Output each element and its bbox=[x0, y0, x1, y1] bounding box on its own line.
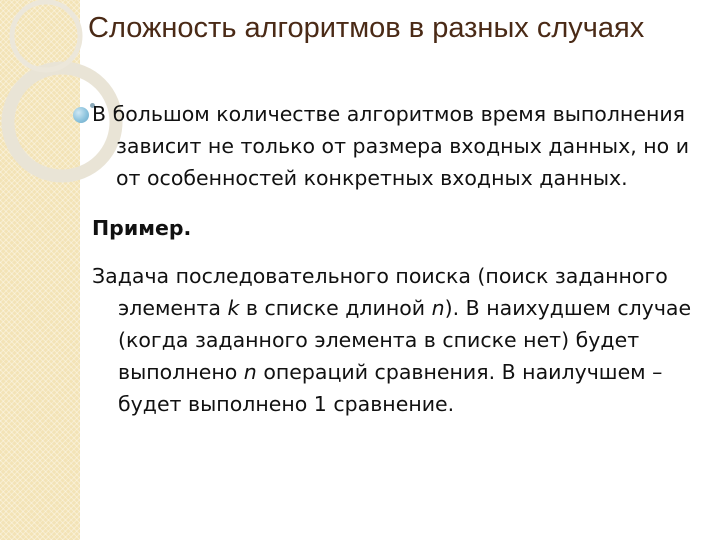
bullet-icon bbox=[73, 107, 89, 123]
variable-n: n bbox=[431, 296, 445, 320]
slide-title: Сложность алгоритмов в разных случаях bbox=[88, 12, 645, 44]
example-text-1: Задача последовательного поиска (поиск заданного элемента bbox=[92, 264, 668, 320]
decorative-ring-small bbox=[12, 2, 80, 70]
intro-paragraph: В большом количестве алгоритмов время выполнения зависит не только от размера входных данных, но и от особенностей конкретных входных данных. bbox=[92, 102, 690, 190]
example-text-4: операций сравнения. В наилучшем – будет выполнено 1 сравнение. bbox=[118, 360, 663, 416]
example-text-3: ). В наихудшем случае (когда заданного элемента в списке нет) будет выполнено bbox=[118, 296, 692, 384]
variable-k: k bbox=[227, 296, 240, 320]
variable-n-2: n bbox=[243, 360, 257, 384]
slide-body bbox=[92, 98, 692, 420]
example-paragraph bbox=[92, 260, 692, 420]
example-text-2: в списке длиной bbox=[239, 296, 432, 320]
example-heading: Пример. bbox=[92, 216, 192, 240]
